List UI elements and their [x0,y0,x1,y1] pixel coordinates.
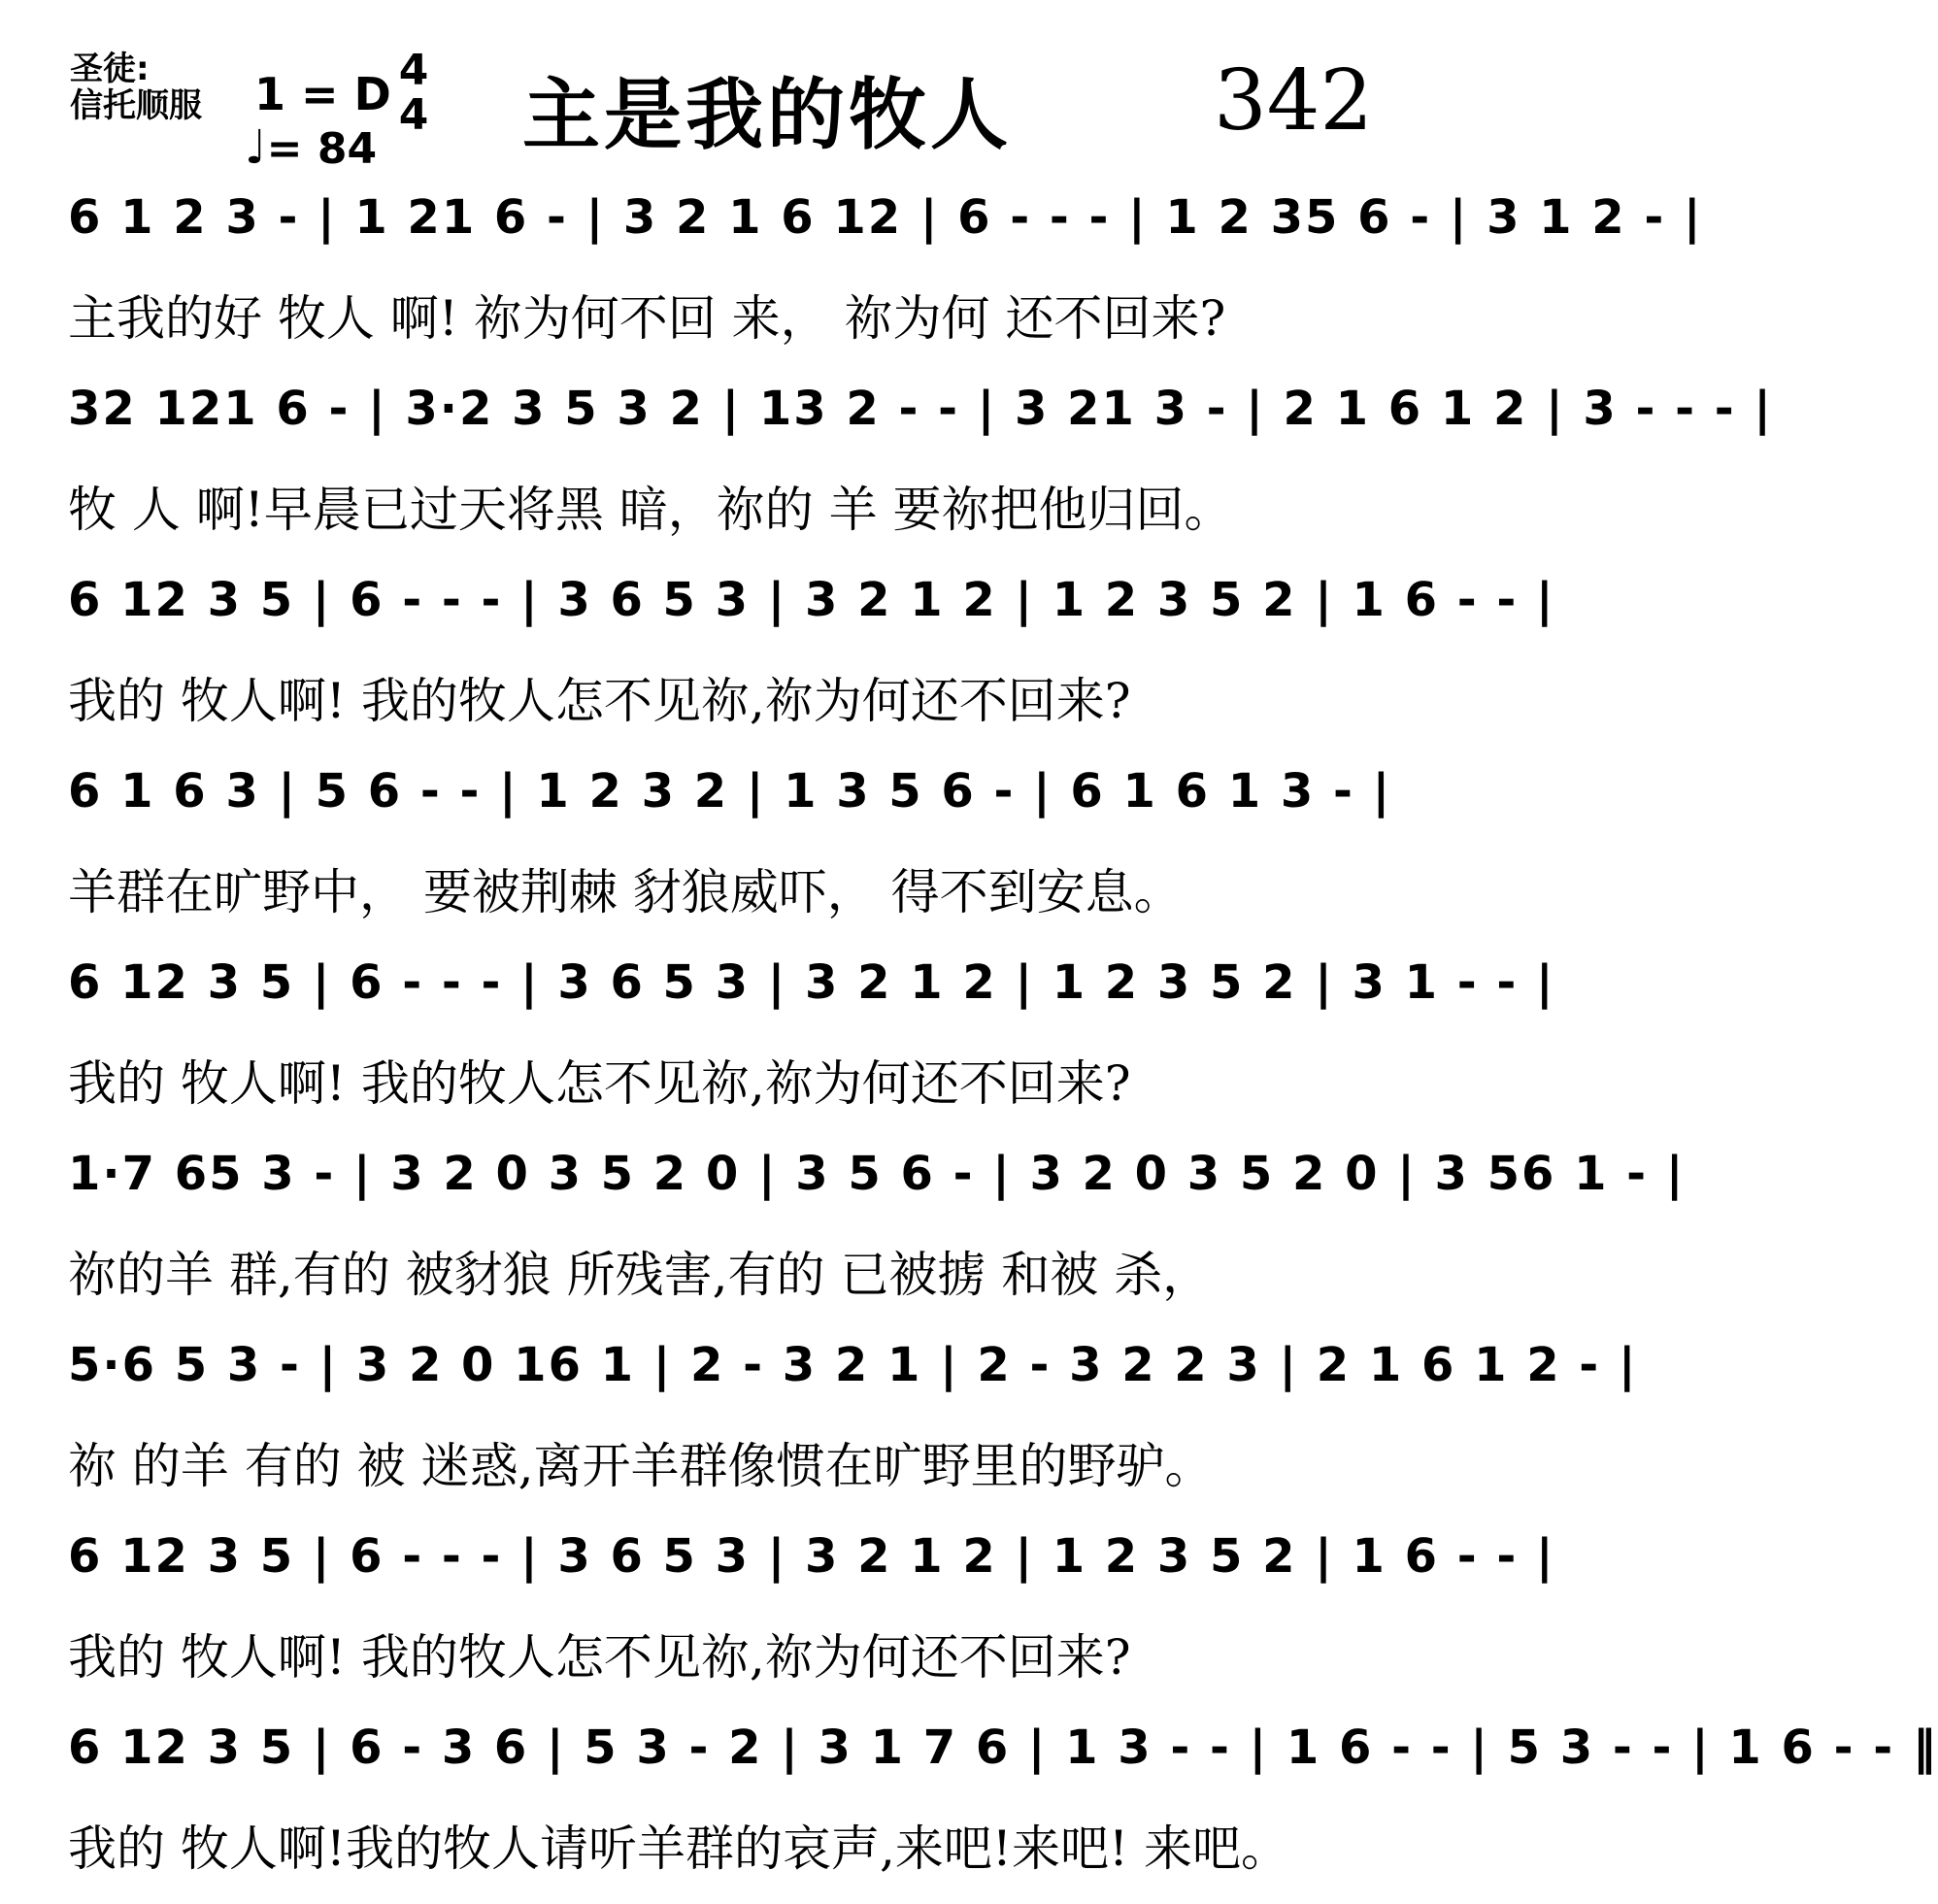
system-8 [68,1521,1555,1713]
system-5 [68,948,1555,1139]
system-4 [68,756,1392,948]
composer-line-2: 信托顺服 [70,86,202,125]
lyric-line: 我的 牧人啊! 我的牧人怎不见祢,祢为何还不回来? [68,673,1131,729]
time-signature [392,46,435,140]
key-signature: 1 = D [254,68,391,120]
lyric-line: 我的 牧人啊! 我的牧人怎不见祢,祢为何还不回来? [68,1055,1131,1112]
hymn-number: 342 [1214,52,1374,150]
system-2 [68,374,1773,565]
score-header [0,0,1408,175]
notation-line: 5·6 5 3 - | 3 2 0 16 1 | 2 - 3 2 1 | 2 - 3 2 2 3 | 2 1 6 1 2 - | [68,1338,1638,1392]
system-9 [68,1713,1938,1904]
time-signature-bottom: 4 [398,90,429,140]
system-7 [68,1330,1638,1521]
tempo-marking [245,120,377,175]
time-signature-top: 4 [398,46,429,95]
quarter-note-icon: ♩ [245,120,267,175]
lyric-line: 祢 的羊 有的 被 迷惑,离开羊群像惯在旷野里的野驴。 [68,1438,1214,1494]
lyric-line: 牧 人 啊!早晨已过天将黑 暗，祢的 羊 要祢把他归回。 [68,482,1233,538]
tempo-value: = 84 [266,124,378,174]
system-1 [68,183,1703,374]
composer-credit [70,50,202,124]
notation-line: 1·7 65 3 - | 3 2 0 3 5 2 0 | 3 5 6 - | 3 2 0 3 5 2 0 | 3 56 1 - | [68,1147,1686,1201]
lyric-line: 祢的羊 群,有的 被豺狼 所残害,有的 已被掳 和被 杀， [68,1247,1212,1303]
lyric-line: 主我的好 牧人 啊! 祢为何不回 来， 祢为何 还不回来? [68,290,1226,347]
composer-line-1: 圣徒: [70,50,150,88]
notation-line: 6 12 3 5 | 6 - - - | 3 6 5 3 | 3 2 1 2 | 1 2 3 5 2 | 3 1 - - | [68,955,1555,1010]
lyric-line: 我的 牧人啊!我的牧人请听羊群的哀声,来吧!来吧! 来吧。 [68,1820,1289,1877]
lyric-line: 羊群在旷野中， 要被荆棘 豺狼威吓， 得不到安息。 [68,864,1183,920]
notation-line: 6 1 6 3 | 5 6 - - | 1 2 3 2 | 1 3 5 6 - | 6 1 6 1 3 - | [68,764,1392,818]
notation-line: 6 1 2 3 - | 1 21 6 - | 3 2 1 6 12 | 6 - - - | 1 2 35 6 - | 3 1 2 - | [68,190,1703,245]
score-body [68,183,1938,1904]
notation-line: 6 12 3 5 | 6 - - - | 3 6 5 3 | 3 2 1 2 | 1 2 3 5 2 | 1 6 - - | [68,573,1555,627]
notation-line: 6 12 3 5 | 6 - - - | 3 6 5 3 | 3 2 1 2 | 1 2 3 5 2 | 1 6 - - | [68,1529,1555,1584]
system-6 [68,1139,1686,1330]
lyric-line: 我的 牧人啊! 我的牧人怎不见祢,祢为何还不回来? [68,1629,1131,1686]
notation-line: 32 121 6 - | 3·2 3 5 3 2 | 13 2 - - | 3 21 3 - | 2 1 6 1 2 | 3 - - - | [68,382,1773,436]
system-3 [68,565,1555,756]
hymn-title: 主是我的牧人 [522,69,1012,160]
notation-line: 6 12 3 5 | 6 - 3 6 | 5 3 - 2 | 3 1 7 6 | 1 3 - - | 1 6 - - | 5 3 - - | 1 6 - - ‖ [68,1720,1938,1775]
